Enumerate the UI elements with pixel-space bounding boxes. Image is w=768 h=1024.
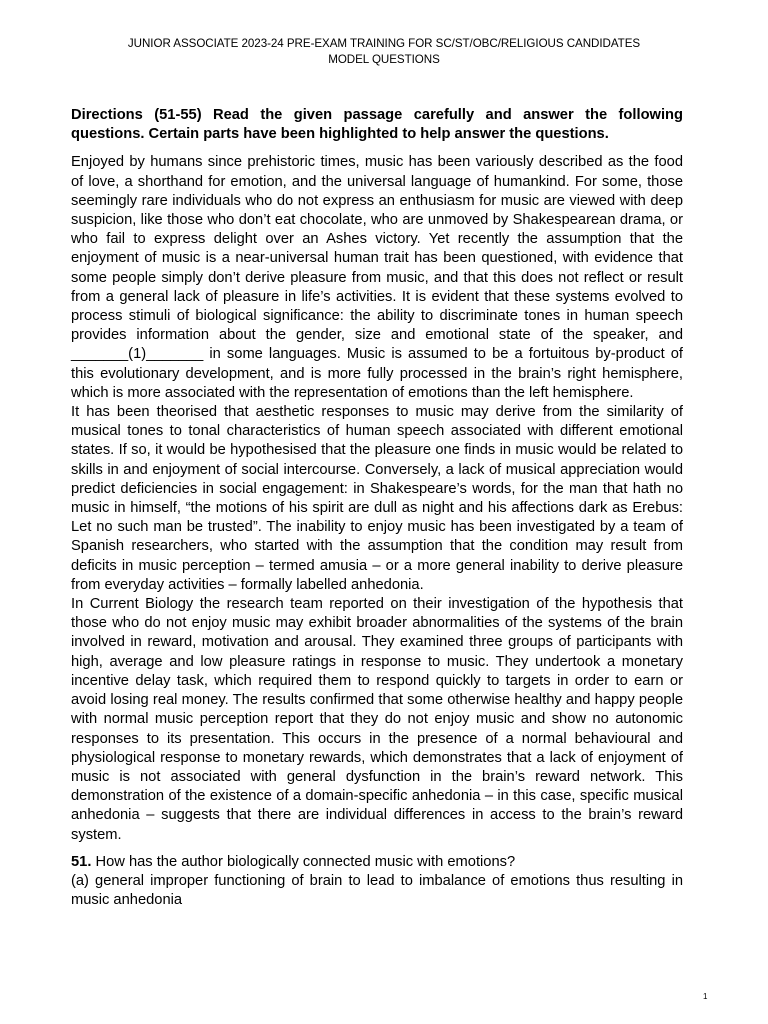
header-title: JUNIOR ASSOCIATE 2023-24 PRE-EXAM TRAINING FOR SC/ST/OBC/RELIGIOUS CANDIDATES [127,37,641,50]
page-number: 1 [703,992,708,1001]
question-text: How has the author biologically connected music with emotions? [91,853,516,870]
directions-text: Directions (51-55) Read the given passage carefully and answer the following questions. Certain parts have been highlighted to help answer the questions. [71,107,683,143]
passage-paragraph-3: In Current Biology the research team reported on their investigation of the hypothesis that those who do not enjoy music may exhibit broader abnormalities of the systems of the brain involved in reward, motivation and arousal. They examined three groups of participants with high, average and low pleasure ratings in response to music. They undertook a monetary incentive delay task, which required them to respond quickly to targets in order to earn or avoid losing real money. The results confirmed that some otherwise healthy and happy people with normal music perception report that they do not enjoy music and show no autonomic responses to its presentation. This occurs in the presence of a normal behavioural and physiological response to monetary rewards, which demonstrates that a lack of enjoyment of music is not associated with general dysfunction in the brain’s reward network. This demonstration of the existence of a domain-specific anhedonia – in this case, specific musical anhedonia – suggests that there are individual differences in access to the brain’s reward system. [71,596,683,843]
question-51 [71,853,683,911]
document-header [0,36,768,67]
passage-paragraph-1: Enjoyed by humans since prehistoric times, music has been variously described as the food of love, a shorthand for emotion, and the universal language of humankind. For some, those seemingly rare individuals who do not express an enthusiasm for music are viewed with deep suspicion, like those who don’t eat chocolate, who are unmoved by Shakespearean drama, or who fail to express delight over an Ashes victory. Yet recently the assumption that the enjoyment of music is a near-universal human trait has been questioned, with evidence that some people simply don’t derive pleasure from music, and that this does not reflect or result from a general lack of pleasure in life’s activities. It is evident that these systems evolved to process stimuli of biological significance: the ability to discriminate tones in human speech provides information about the gender, size and emotional state of the speaker, and _______(1)_______ in some languages. Music is assumed to be a fortuitous by-product of this evolutionary development, and is more fully processed in the brain’s right hemisphere, which is more associated with the representation of emotions than the left hemisphere. [71,154,683,401]
question-stem [71,853,683,872]
answer-option-a: (a) general improper functioning of brain to lead to imbalance of emotions thus resulting in music anhedonia [71,872,683,909]
header-subtitle: MODEL QUESTIONS [328,52,440,66]
page-content [71,106,683,910]
passage-paragraph-2: It has been theorised that aesthetic responses to music may derive from the similarity of musical tones to tonal characteristics of human speech associated with different emotional states. If so, it would be hypothesised that the pleasure one finds in music would be related to skills in and enjoyment of social intercourse. Conversely, a lack of musical appreciation would predict deficiencies in social engagement: in Shakespeare’s words, for the man that hath no music in himself, “the motions of his spirit are dull as night and his affections dark as Erebus: Let no such man be trusted”. The inability to enjoy music has been investigated by a team of Spanish researchers, who started with the assumption that the condition may result from deficits in music perception – termed amusia – or a more general inability to derive pleasure from everyday activities – formally labelled anhedonia. [71,404,683,593]
question-number: 51. [71,853,92,870]
